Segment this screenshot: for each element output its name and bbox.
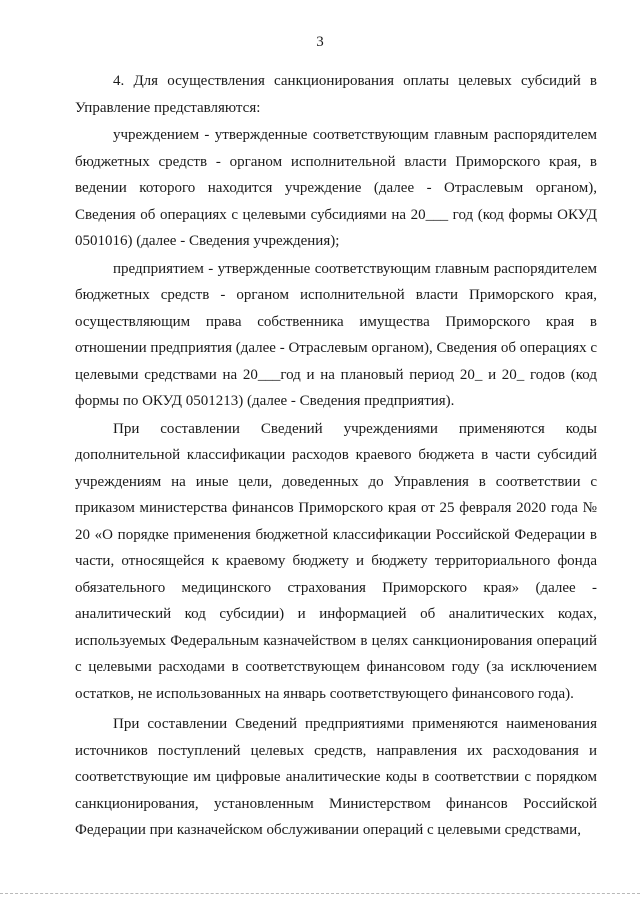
paragraph-institution-codes: При составлении Сведений учреждениями применяются коды дополнительной классификации расходов краевого бюджета в части субсидий учреждениям на иные цели, доведенных до Управления в соответствии с приказом министерства финансов Приморского края от 25 февраля 2020 года № 20 «О порядке применения бюджетной классификации Российской Федерации в части, относящейся к краевому бюджету и бюджету территориального фонда обязательного медицинского страхования Приморского края» (далее - аналитический код субсидии) и информацией об аналитических кодах, используемых Федеральным казначейством в целях санкционирования операций с целевыми расходами в соответствующем финансовом году (за исключением остатков, не использованных на январь соответствующего финансового года). — [75, 420, 597, 702]
paragraph-institution: учреждением - утвержденные соответствующим главным распорядителем бюджетных средств - органом исполнительной власти Приморского края, в ведении которого находится учреждение (далее - Отраслевым органом), Сведения об операциях с целевыми субсидиями на 20___ год (код формы ОКУД 0501016) (далее - Сведения учреждения); — [75, 127, 597, 249]
paragraph-4-intro: 4. Для осуществления санкционирования оплаты целевых субсидий в Управление представляются: — [75, 73, 597, 116]
page-bottom-edge — [0, 893, 640, 900]
page-number: 3 — [316, 34, 324, 50]
paragraph-enterprise-codes: При составлении Сведений предприятиями применяются наименования источников поступлений целевых средств, направления их расходования и соответствующие им цифровые аналитические коды в соответствии с порядком санкционирования, установленным Министерством финансов Российской Федерации при казначейском обслуживании операций с целевыми средствами, — [75, 716, 597, 838]
paragraph-enterprise: предприятием - утвержденные соответствующим главным распорядителем бюджетных средств - органом исполнительной власти Приморского края, осуществляющим права собственника имущества Приморского края в отношении предприятия (далее - Отраслевым органом), Сведения об операциях с целевыми средствами на 20___год и на плановый период 20_ и 20_ годов (код формы по ОКУД 0501213) (далее - Сведения предприятия). — [75, 260, 597, 409]
document-body — [75, 68, 597, 844]
